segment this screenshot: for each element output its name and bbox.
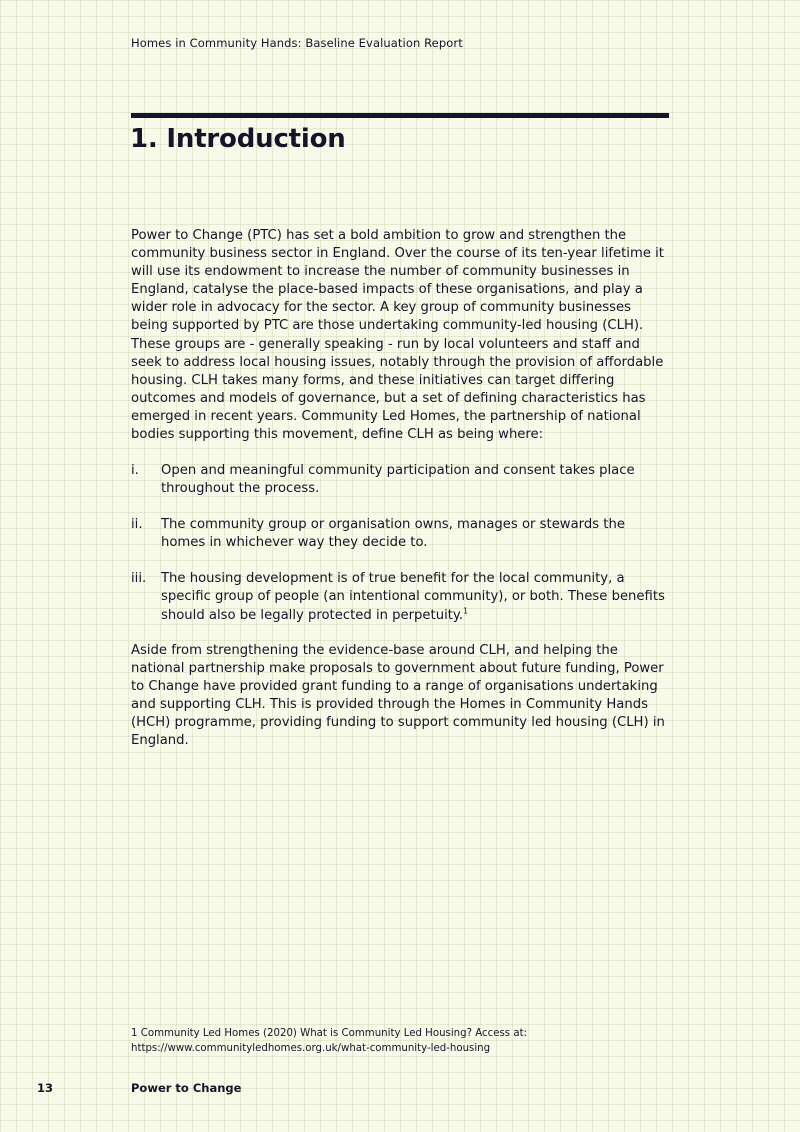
criteria-item: [131, 516, 671, 552]
criteria-text: The community group or organisation owns, manages or stewards the homes in whichever way they decide to.: [161, 517, 625, 551]
running-header: Homes in Community Hands: Baseline Evaluation Report: [131, 36, 463, 50]
footnote-reference[interactable]: 1: [463, 606, 469, 616]
title-rule: [131, 113, 669, 118]
criteria-text: Open and meaningful community participation and consent takes place throughout the process.: [161, 463, 635, 497]
publisher-name: Power to Change: [131, 1081, 242, 1095]
clh-criteria-list: [131, 462, 671, 643]
page-number: 13: [37, 1081, 54, 1095]
section-title: 1. Introduction: [130, 124, 346, 154]
list-marker: i.: [131, 463, 139, 478]
criteria-item: [131, 462, 671, 498]
criteria-text: The housing development is of true benefit for the local community, a specific group of people (an intentional community), or both. These benefits should also be legally protected in perpetuity.: [161, 571, 665, 623]
intro-paragraph: Power to Change (PTC) has set a bold ambition to grow and strengthen the community business sector in England. Over the course of its ten-year lifetime it will use its endowment to increase the number of community businesses in England, catalyse the place-based impacts of these organisations, and play a wider role in advocacy for the sector. A key group of community businesses being supported by PTC are those undertaking community-led housing (CLH). These groups are - generally speaking - run by local volunteers and staff and seek to address local housing issues, notably through the provision of affordable housing. CLH takes many forms, and these initiatives can target differing outcomes and models of governance, but a set of defining characteristics has emerged in recent years. Community Led Homes, the partnership of national bodies supporting this movement, define CLH as being where:: [131, 228, 664, 443]
criteria-item: [131, 570, 671, 624]
list-marker: iii.: [131, 571, 147, 587]
footnote: 1 Community Led Homes (2020) What is Community Led Housing? Access at: https://www.communityledhomes.org.uk/what-community-led-housing: [131, 1028, 528, 1054]
closing-paragraph: Aside from strengthening the evidence-base around CLH, and helping the national partnership make proposals to government about future funding, Power to Change have provided grant funding to a range of organisations undertaking and supporting CLH. This is provided through the Homes in Community Hands (HCH) programme, providing funding to support community led housing (CLH) in England.: [131, 643, 665, 749]
list-marker: ii.: [131, 517, 143, 533]
